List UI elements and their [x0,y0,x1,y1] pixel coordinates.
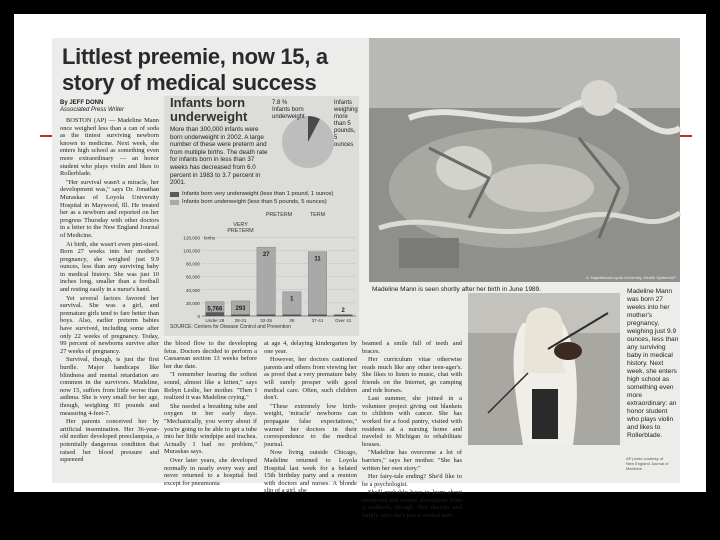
bracket-label: PRETERM [227,228,254,234]
infographic-title-line-1: Infants born [170,95,246,110]
y-tick-label: 60,000 [185,274,200,280]
chart-source: SOURCE: Centers for Disease Control and Prevention [170,324,291,330]
photo-credit: A. Napolitano/Loyola University, Health System/AP [586,275,676,280]
x-tick-label: 37-41 [311,318,324,323]
sidebar-caption: Madeline Mann was born 27 weeks into her mother's pregnancy, weighing just 9.9 ounces, less than any surviving baby in medical history. Next week, she enters high school as something even more extraordinary: an honor student who plays violin and likes to Rollerblade. [627,288,679,439]
paragraph: At birth, she wasn't even pint-sized. Born 27 weeks into her mother's pregnancy, she weighed just 9.9 ounces, less than any surviving baby in medical history. She was just 10 inches long, smaller than a football and resting easily in a nurse's hand. [60,240,159,294]
bar-chart [164,208,359,332]
paragraph: However, her doctors cautioned parents and others from viewing her as proof that a very premature baby will surely prosper with good medical care. Often, such children don't. [264,356,357,402]
pie-label-pct [272,100,305,121]
x-tick-label: Over 41 [334,318,352,323]
byline-affiliation: Associated Press Writer [60,107,125,113]
bracket-label: PRETERM [265,212,293,218]
pie-pct-desc-1: Infants born [272,107,304,113]
paragraph: "I remember hearing the softest sound, almost like a kitten," says Robyn Leslie, her mother. "Then I realized it was Madeline crying." [164,371,257,402]
bracket-label: TERM [309,212,326,218]
paragraph: Her parents conceived her by artificial insemination. Her 36-year-old mother developed preeclampsia, a potentially dangerous condition that raised her blood pressure and squeezed [60,418,159,464]
legend-item [170,198,333,206]
bar-data-label: 27 [262,252,270,259]
legend-swatch [170,200,179,205]
photo-caption: Madeline Mann is seen shortly after her birth in June 1989. [372,286,542,293]
x-tick-label: 32-35 [260,318,273,323]
paragraph: Survival, though, is just the first hurdle. Major handicaps like blindness and mental retardation are common in the survivors. Madeline, now 15, suffers from little worse than asthma. She is very small for her age, though, weighing 81 pounds and measuring 4-feet-7. [60,356,159,417]
newspaper-clipping [52,38,680,520]
paragraph: the blood flow to the developing fetus. Doctors decided to perform a Caesarean section 13 weeks before her due date. [164,340,257,370]
paragraph: BOSTON (AP) — Madeline Mann once weighed less than a can of soda as the tiniest surviving newborn known to medicine. Next week, she enters high school as something even more extraordinary — an honor student who plays violin and likes to Rollerblade. [60,117,159,178]
paragraph: "These extremely low birth-weight, 'miracle' newborns can propagate false expectations," warned her doctors in their correspondence to the medical journal. [264,402,357,448]
pie-label-other [334,100,358,149]
pie-other-1: Infants [334,100,353,106]
pie-other-4: pounds, 5 [334,128,356,141]
violin-photo-illustration [468,293,620,445]
bar-data-label: 293 [235,305,246,312]
x-tick-label: 28-31 [234,318,247,323]
byline [60,100,124,114]
infographic-title-line-2: underweight [170,109,248,124]
infographic [164,96,359,336]
bar-underweight [283,292,301,316]
accent-line-right [680,135,692,137]
paragraph: Her curriculum vitae otherwise reads much like any other teen-ager's. She likes to listen to music, chat with friends on the Internet, go camping and ride horses. [362,356,462,394]
newborn-photo [369,38,680,282]
legend-label: Infants born very underweight (less than 1 pound, 1 ounce) [182,191,334,197]
article-column-4 [362,340,462,520]
bar-very-underweight [206,312,224,316]
pie-other-3: more than 5 [334,114,351,127]
pie-other-2: weighing [334,107,358,113]
bar-data-label: 2 [341,308,345,314]
y-tick-label: 100,000 [183,248,200,254]
paragraph: Yet several factors favored her survival. She was a girl, and premature girls tend to fare better than boys. Also, earlier preterm babies have survived, including some after only 22 weeks of pregnancy. Today, 99 percent of newborns survive after 27 weeks of pregnancy. [60,294,159,355]
legend-swatch [170,192,179,197]
byline-author: By JEFF DONN [60,100,104,106]
bracket-label: VERY [233,222,248,228]
bar-data-label: 1 [290,296,294,303]
paragraph: She'll probably have to learn about emotional and mental aberrations from a textbook, though. Her doctors and family says she's just a normal teen. [362,489,462,520]
paragraph: Now living outside Chicago, Madeline returned to Loyola Hospital last week for a belated 15th birthday party and a reunion with doctors and nurses. A blonde slip of a girl, she [264,449,357,495]
x-tick-label: 36 [289,318,295,323]
bar-data-label: 11 [314,256,321,263]
violin-photo-credit-2: New England Journal of Medicine [626,461,669,471]
legend-item [170,190,333,198]
paragraph: Her fairy-tale ending? She'd like to be a psychologist. [362,473,462,488]
article-column-3 [264,340,357,495]
y-tick-label: 120,000 [183,235,200,241]
violin-photo [468,293,620,445]
paragraph: She needed a breathing tube and oxygen in her early days. "Mechanically, you worry about if you're going to be able to get a tube into her little windpipe and trachea. Actually I had no problem," Muraskas says. [164,402,257,456]
headline: Littlest preemie, now 15, a story of medical success [62,44,328,95]
pie-pct-desc-2: underweight [272,114,305,120]
pie-chart [272,100,357,180]
y-tick-label: 20,000 [185,300,200,306]
article-column-2 [164,340,257,487]
violin-photo-credit-1: AP photo courtesy of [626,456,664,461]
y-tick-label: 40,000 [185,287,200,293]
newborn-photo-illustration [369,38,680,282]
article-column-1 [60,117,159,477]
chart-legend [170,190,333,206]
paragraph: at age 4, delaying kindergarten by one year. [264,340,357,355]
legend-label: Infants born underweight (less than 5 pounds, 5 ounces) [182,199,327,205]
paragraph: beamed a smile full of teeth and braces. [362,340,462,355]
y-unit-label: births [204,235,216,241]
paragraph: Over later years, she developed normally in nearly every way and never returned to a hospital bed except for pneumonia [164,456,257,487]
x-tick-label: Under 28 [205,318,225,323]
paragraph: Last summer, she joined in a volunteer project giving out blankets to children with cancer. She has worked for a food pantry, visited with residents at a nursing home and traveled to Michigan to rehabilitate houses. [362,395,462,448]
bar-data-label: 5,766 [207,306,223,313]
paragraph: "Her survival wasn't a miracle, her development was," says Dr. Jonathan Muraskas of Loyola University Hospital in Maywood, Ill. He treated her as a newborn and reported on her progress Thursday with other doctors in a letter to the New England Journal of Medicine. [60,178,159,239]
y-tick-label: 80,000 [185,261,200,267]
y-tick-label: 0 [197,314,200,319]
pie-pct-value: 7.8 % [272,100,288,106]
paragraph: "Madeline has overcome a lot of barriers," says her mother. "She has written her own story." [362,449,462,472]
violin-photo-credit [626,456,680,471]
infographic-title [170,96,247,124]
pie-other-5: ounces [334,142,354,148]
infographic-description: More than 300,000 infants were born underweight in 2002. A large number of these were preterm and from multiple births. The death rate for infants born in less than 37 weeks has decreased from 6.0 percent in 1983 to 3.7 percent in 2001. [170,126,268,187]
